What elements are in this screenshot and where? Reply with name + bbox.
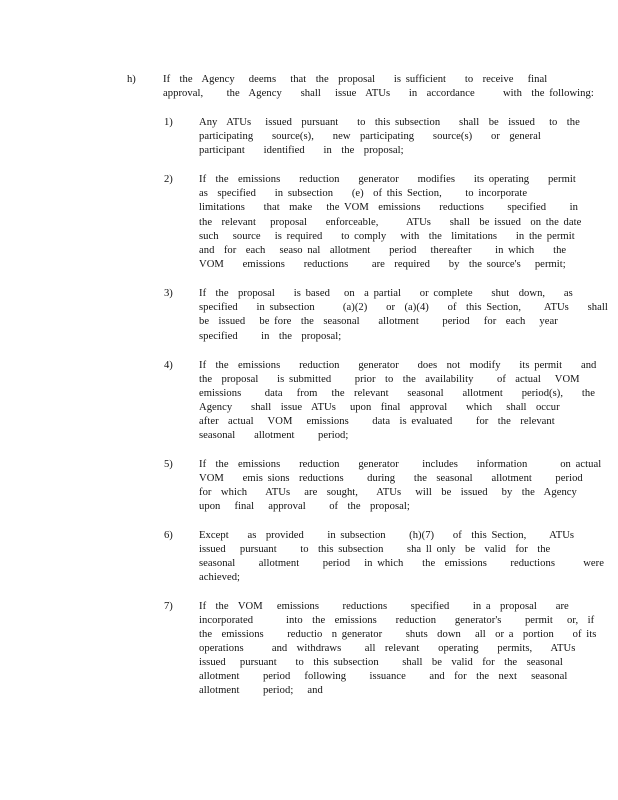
item-line: the emissions reductio n generator shuts down all or a portion of its	[199, 629, 597, 640]
item-number: 5)	[164, 459, 173, 470]
item-number: 4)	[164, 360, 173, 371]
item-line: Any ATUs issued pursuant to this subsection shall be issued to the	[199, 117, 580, 128]
section-marker: h)	[127, 74, 136, 85]
section-intro-line: If the Agency deems that the proposal is sufficient to receive final	[163, 74, 548, 85]
item-line: the relevant proposal enforceable, ATUs shall be issued on the date	[199, 217, 582, 228]
item-line: after actual VOM emissions data is evaluated for the relevant	[199, 416, 555, 427]
item-line: the proposal is submitted prior to the availability of actual VOM	[199, 374, 580, 385]
item-line: VOM emis sions reductions during the seasonal allotment period	[199, 473, 583, 484]
item-line: participating source(s), new participating source(s) or general	[199, 131, 541, 142]
item-line: allotment period; and	[199, 685, 323, 696]
item-line: seasonal allotment period in which the emissions reductions were	[199, 558, 604, 569]
item-line: If the VOM emissions reductions specified in a proposal are	[199, 601, 569, 612]
item-line: participant identified in the proposal;	[199, 145, 404, 156]
section-intro-line: approval, the Agency shall issue ATUs in accordance with the following:	[163, 88, 594, 99]
item-number: 3)	[164, 288, 173, 299]
item-number: 2)	[164, 174, 173, 185]
item-line: If the emissions reduction generator does not modify its permit and	[199, 360, 597, 371]
item-line: If the emissions reduction generator modifies its operating permit	[199, 174, 576, 185]
item-line: Agency shall issue ATUs upon final approval which shall occur	[199, 402, 560, 413]
item-number: 6)	[164, 530, 173, 541]
item-line: VOM emissions reductions are required by the source's permit;	[199, 259, 566, 270]
item-line: be issued be fore the seasonal allotment period for each year	[199, 316, 558, 327]
item-line: seasonal allotment period;	[199, 430, 349, 441]
item-line: specified in the proposal;	[199, 331, 342, 342]
item-line: achieved;	[199, 572, 241, 583]
item-line: specified in subsection (a)(2) or (a)(4) of this Section, ATUs shall	[199, 302, 608, 313]
item-line: upon final approval of the proposal;	[199, 501, 410, 512]
item-number: 1)	[164, 117, 173, 128]
item-line: such source is required to comply with the limitations in the permit	[199, 231, 575, 242]
item-line: emissions data from the relevant seasonal allotment period(s), the	[199, 388, 595, 399]
item-line: issued pursuant to this subsection shall be valid for the seasonal	[199, 657, 563, 668]
item-line: for which ATUs are sought, ATUs will be issued by the Agency	[199, 487, 577, 498]
item-line: Except as provided in subsection (h)(7) of this Section, ATUs	[199, 530, 575, 541]
item-line: operations and withdraws all relevant operating permits, ATUs	[199, 643, 576, 654]
item-line: If the emissions reduction generator includes information on actual	[199, 459, 602, 470]
item-line: issued pursuant to this subsection sha ll only be valid for the	[199, 544, 551, 555]
item-number: 7)	[164, 601, 173, 612]
item-line: as specified in subsection (e) of this Section, to incorporate	[199, 188, 528, 199]
item-line: incorporated into the emissions reduction generator's permit or, if	[199, 615, 595, 626]
item-line: limitations that make the VOM emissions reductions specified in	[199, 202, 578, 213]
item-line: If the proposal is based on a partial or complete shut down, as	[199, 288, 573, 299]
item-line: allotment period following issuance and for the next seasonal	[199, 671, 568, 682]
item-line: and for each seaso nal allotment period thereafter in which the	[199, 245, 567, 256]
